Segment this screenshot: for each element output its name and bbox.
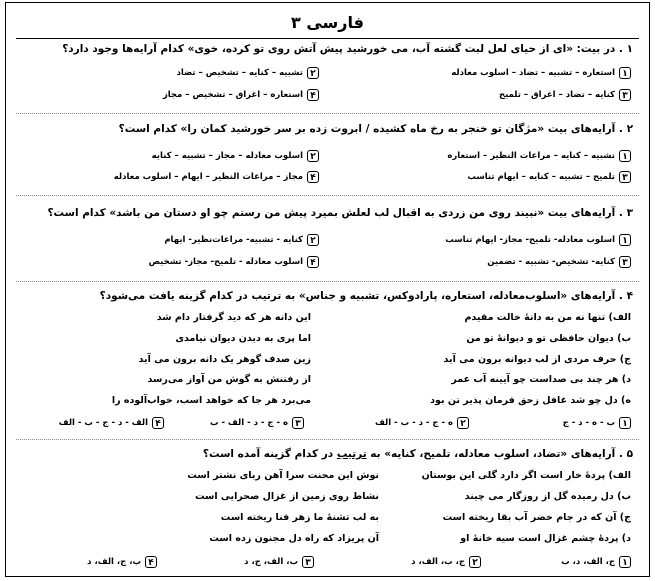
verse-line: نوش این محنت سرا آهن ربای نشتر است bbox=[187, 470, 379, 481]
question-3-text: ۳ . آرایه‌های بیت «نبیند روی من زردی به اقبال لب لعلش بمیرد پیش من رستم چو او دستان من باشد» کدام است؟ bbox=[47, 207, 633, 219]
option-text: اسلوب معادله - تلمیح- مجاز- تشخیص bbox=[148, 257, 303, 267]
question-2-option-3[interactable] bbox=[467, 171, 631, 183]
option-text: استعاره – تشبیه – تضاد – اسلوب معادله bbox=[451, 68, 615, 78]
option-number-4: ۴ bbox=[152, 417, 164, 429]
question-3-option-4[interactable] bbox=[149, 256, 319, 268]
option-number-3: ۳ bbox=[619, 89, 631, 101]
option-text: کنایه – تضاد – اغراق – تلمیح bbox=[498, 90, 615, 100]
verse-line: از رفتنش به گوش من آواز می‌رسد bbox=[147, 374, 311, 385]
option-text: ب، ج، الف، د bbox=[87, 557, 141, 567]
verse-line: الف) تنها نه من به دانۀ خالت مقیدم bbox=[464, 312, 631, 323]
option-number-1: ۱ bbox=[619, 556, 631, 568]
verse-line: به لب تشنۀ ما زهر فنا ریخته است bbox=[220, 512, 379, 523]
question-3-option-3[interactable] bbox=[487, 256, 631, 268]
option-number-1: ۱ bbox=[619, 67, 631, 79]
option-number-4: ۴ bbox=[307, 171, 319, 183]
question-separator bbox=[16, 281, 639, 282]
option-text: تشبیه – کنایه – مراعات النظیر – استعاره bbox=[447, 151, 615, 161]
question-5-text-start: ۵ . آرایه‌های «تضاد، اسلوب معادله، تلمیح، کنایه» به bbox=[370, 448, 633, 460]
verse-line: این دانه هر که دید گرفتار دام شد bbox=[156, 312, 311, 323]
option-number-2: ۲ bbox=[307, 67, 319, 79]
option-text: مجاز – مراعات النظیر – ایهام – اسلوب معادله bbox=[113, 172, 303, 182]
option-number-2: ۲ bbox=[469, 556, 481, 568]
option-number-2: ۲ bbox=[457, 417, 469, 429]
option-number-1: ۱ bbox=[619, 234, 631, 246]
question-1-text: ۱ . در بیت: «ای از حیای لعل لبت گشته آب، می خورشید پیش آتش روی تو کرده، خوی» کدام آرایه‌ها وجود دارد؟ bbox=[62, 43, 633, 55]
question-5-underlined-word: ترتیب bbox=[336, 448, 367, 460]
verse-line: ج) حرف مردی از لب دیوانه برون می آید bbox=[443, 354, 631, 365]
verse-line: د) پردۀ چشم غزال است سیه خانۀ او bbox=[460, 533, 631, 544]
question-4-option-2[interactable] bbox=[375, 417, 469, 429]
option-number-1: ۱ bbox=[619, 150, 631, 162]
page-title: فارسی ۳ bbox=[291, 13, 364, 32]
question-4-text: ۴ . آرایه‌های «اسلوب‌معادله، استعاره، پارادوکس، تشبیه و جناس» به ترتیب در کدام گزینه یافت می‌شود؟ bbox=[99, 290, 633, 302]
option-number-4: ۴ bbox=[145, 556, 157, 568]
option-text: ب، الف، ج، د bbox=[244, 557, 298, 567]
option-text: ه - ج - د - ب - الف bbox=[374, 418, 453, 428]
option-text: ب - ه - د - ج bbox=[562, 418, 615, 428]
verse-line: ج) آن که در جام خضر آب بقا ریخته است bbox=[442, 512, 631, 523]
option-text: کنایه- تشخیص- تشبیه - تضمین bbox=[487, 257, 615, 267]
option-number-3: ۳ bbox=[292, 417, 304, 429]
question-1-option-2[interactable] bbox=[176, 67, 319, 79]
verse-line: زین صدف گوهر یک دانه برون می آید bbox=[138, 354, 311, 365]
question-3-option-1[interactable] bbox=[445, 234, 631, 246]
option-text: ه - ج - د - الف - ب bbox=[209, 418, 288, 428]
option-number-3: ۳ bbox=[619, 256, 631, 268]
option-number-2: ۲ bbox=[307, 234, 319, 246]
option-text: الف - د - ج - ب - الف bbox=[58, 418, 148, 428]
verse-line: ب) دیوان حافظی تو و دیوانۀ تو من bbox=[466, 333, 631, 344]
option-number-3: ۳ bbox=[302, 556, 314, 568]
verse-line: ه) دل چو شد غافل زحق فرمان پذیر تن بود bbox=[430, 395, 631, 406]
option-number-2: ۲ bbox=[307, 150, 319, 162]
verse-line: الف) پردۀ خار است اگر دارد گلی این بوستان bbox=[421, 470, 631, 481]
verse-line: نشاط روی زمین از غزال صحرایی است bbox=[194, 491, 379, 502]
question-1-option-1[interactable] bbox=[451, 67, 631, 79]
verse-line: د) هر چند بی صداست چو آیینه آب عمر bbox=[451, 374, 631, 385]
title-divider bbox=[16, 38, 639, 39]
question-5-option-4[interactable] bbox=[87, 556, 157, 568]
question-5-text bbox=[203, 448, 633, 460]
question-4-option-3[interactable] bbox=[210, 417, 304, 429]
question-2-text: ۲ . آرایه‌های بیت «مژگان تو خنجر به رخ ماه کشیده / ابروت زده بر سر خورشید کمان را» کدام است؟ bbox=[118, 123, 633, 135]
option-text: ج، الف، د، ب bbox=[561, 557, 615, 567]
question-4-option-4[interactable] bbox=[59, 417, 164, 429]
question-2-option-4[interactable] bbox=[114, 171, 319, 183]
question-5-option-3[interactable] bbox=[244, 556, 314, 568]
question-5-option-1[interactable] bbox=[561, 556, 631, 568]
option-text: تشبیه – کنایه – تشخیص – تضاد bbox=[176, 68, 303, 78]
verse-line: آن پریزاد که راه دل مجنون زده است bbox=[209, 533, 379, 544]
option-number-4: ۴ bbox=[307, 256, 319, 268]
option-number-3: ۳ bbox=[619, 171, 631, 183]
option-text: تلمیح – تشبیه – کنایه – ایهام تناسب bbox=[467, 172, 615, 182]
option-number-4: ۴ bbox=[307, 89, 319, 101]
option-text: اسلوب معادله- تلمیح- مجاز- ایهام تناسب bbox=[445, 235, 615, 245]
exam-page bbox=[5, 2, 650, 577]
question-separator bbox=[16, 113, 639, 114]
question-3-option-2[interactable] bbox=[164, 234, 319, 246]
question-4-option-1[interactable] bbox=[563, 417, 631, 429]
option-text: ج، ب، الف، د bbox=[411, 557, 465, 567]
question-5-text-end: در کدام گزینه آمده است؟ bbox=[202, 448, 334, 460]
verse-line: اما پری به دیدن دیوان نیامدی bbox=[175, 333, 311, 344]
question-separator bbox=[16, 439, 639, 440]
option-number-1: ۱ bbox=[619, 417, 631, 429]
question-1-option-3[interactable] bbox=[499, 89, 631, 101]
option-text: کنایه - تشبیه- مراعات‌نظیر- ایهام bbox=[164, 235, 303, 245]
question-2-option-2[interactable] bbox=[152, 150, 319, 162]
question-separator bbox=[16, 195, 639, 196]
option-text: اسلوب معادله – مجاز – تشبیه – کنایه bbox=[151, 151, 303, 161]
option-text: استعاره – اغراق – تشخیص – مجاز bbox=[162, 90, 303, 100]
question-5-option-2[interactable] bbox=[411, 556, 481, 568]
verse-line: می‌برد هر جا که خواهد اسب، خواب‌آلوده را bbox=[111, 395, 311, 406]
question-2-option-1[interactable] bbox=[447, 150, 631, 162]
question-1-option-4[interactable] bbox=[163, 89, 319, 101]
verse-line: ب) دل رمیده گل از روزگار می چیند bbox=[464, 491, 631, 502]
